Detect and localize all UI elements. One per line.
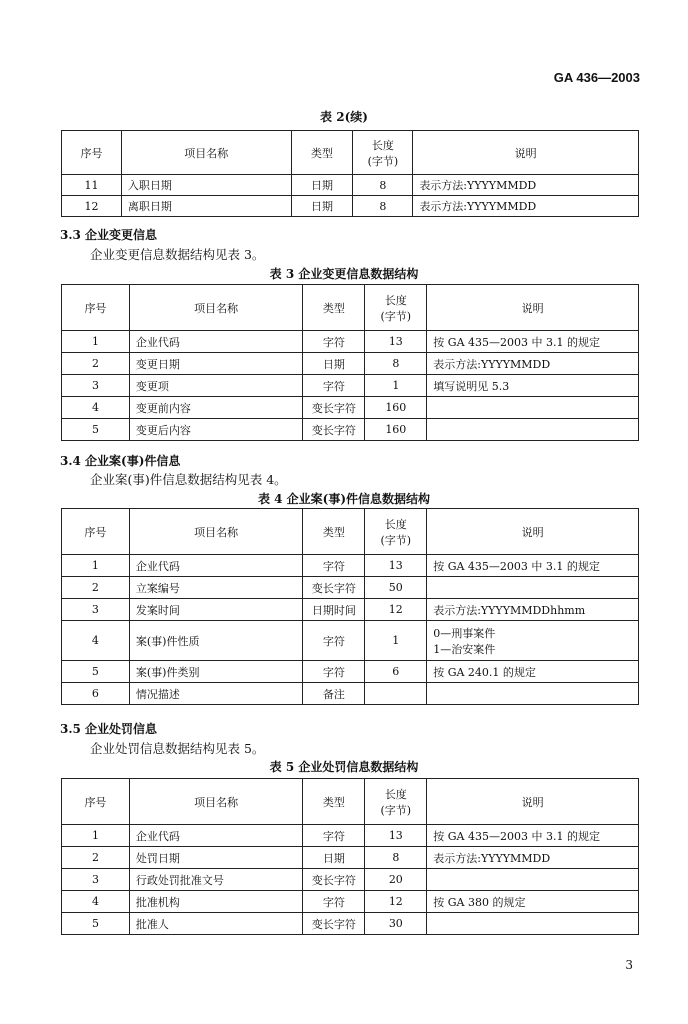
table-cell: 表示方法:YYYYMMDD: [427, 353, 639, 375]
table-cell: 2: [62, 353, 130, 375]
table-cell: 批准人: [129, 913, 303, 935]
table-cell: 8: [365, 847, 427, 869]
table-cell: 8: [353, 196, 413, 217]
table-cell: 按 GA 435—2003 中 3.1 的规定: [427, 331, 639, 353]
column-header: 说明: [427, 285, 639, 331]
column-header: 序号: [62, 779, 130, 825]
section-3-5-text: 企业处罚信息数据结构见表 5。: [90, 741, 265, 756]
section-3-3-text: 企业变更信息数据结构见表 3。: [90, 247, 265, 262]
table-cell: [427, 577, 639, 599]
table-cell: 2: [62, 847, 130, 869]
table-cell: 5: [62, 913, 130, 935]
table-cell: 1: [365, 375, 427, 397]
table-cell: [365, 683, 427, 705]
table-cell: 12: [365, 599, 427, 621]
table-cell: 表示方法:YYYYMMDD: [413, 175, 639, 196]
section-3-4-text: 企业案(事)件信息数据结构见表 4。: [90, 472, 287, 487]
table-row: [62, 375, 639, 397]
table-cell: 字符: [303, 555, 365, 577]
table-cell: 按 GA 435—2003 中 3.1 的规定: [427, 825, 639, 847]
table-cell: 12: [62, 196, 122, 217]
table-cell: 20: [365, 869, 427, 891]
table-row: [62, 397, 639, 419]
table-cell: 6: [62, 683, 130, 705]
column-header: 类型: [291, 131, 353, 175]
table-row: [62, 825, 639, 847]
table-cell: 变长字符: [303, 913, 365, 935]
table-cell: 0—刑事案件 1—治安案件: [427, 621, 639, 661]
table-row: [62, 621, 639, 661]
table-cell: [427, 869, 639, 891]
table-cell: 字符: [303, 891, 365, 913]
page-number: 3: [625, 958, 633, 972]
table-cell: 表示方法:YYYYMMDD: [413, 196, 639, 217]
column-header: 说明: [427, 779, 639, 825]
column-header: 长度 (字节): [365, 779, 427, 825]
table-row: [62, 175, 639, 196]
table-row: [62, 419, 639, 441]
table-cell: 企业代码: [129, 331, 303, 353]
table-cell: 6: [365, 661, 427, 683]
column-header: 项目名称: [121, 131, 291, 175]
table-cell: 字符: [303, 825, 365, 847]
table-cell: 变长字符: [303, 419, 365, 441]
table-cell: 批准机构: [129, 891, 303, 913]
table-cell: 变长字符: [303, 397, 365, 419]
table-cell: 填写说明见 5.3: [427, 375, 639, 397]
table-cell: 情况描述: [129, 683, 303, 705]
column-header: 长度 (字节): [365, 285, 427, 331]
table-cell: 1: [62, 825, 130, 847]
table-header-row: [62, 779, 639, 825]
table-cell: 5: [62, 419, 130, 441]
table-cell: 字符: [303, 661, 365, 683]
table-2-caption: 表 2(续): [320, 110, 368, 124]
table-row: [62, 869, 639, 891]
table-cell: 入职日期: [121, 175, 291, 196]
table-cell: 变更项: [129, 375, 303, 397]
table-cell: 案(事)件类别: [129, 661, 303, 683]
table-cell: 11: [62, 175, 122, 196]
table-cell: 1: [62, 331, 130, 353]
table-cell: 行政处罚批准文号: [129, 869, 303, 891]
table-3-caption: 表 3 企业变更信息数据结构: [269, 267, 419, 281]
table-cell: 变更日期: [129, 353, 303, 375]
section-3-3-heading: 3.3 企业变更信息: [60, 228, 158, 242]
table-header-row: [62, 131, 639, 175]
table-cell: 发案时间: [129, 599, 303, 621]
table-cell: 日期: [291, 175, 353, 196]
table-cell: 字符: [303, 621, 365, 661]
table-cell: 30: [365, 913, 427, 935]
column-header: 序号: [62, 285, 130, 331]
table-cell: 立案编号: [129, 577, 303, 599]
table-row: [62, 577, 639, 599]
table-cell: 企业代码: [129, 555, 303, 577]
table-cell: [427, 419, 639, 441]
table-cell: 表示方法:YYYYMMDD: [427, 847, 639, 869]
table-cell: 5: [62, 661, 130, 683]
table-header-row: [62, 509, 639, 555]
column-header: 项目名称: [129, 509, 303, 555]
column-header: 类型: [303, 285, 365, 331]
table-5: [61, 778, 639, 935]
column-header: 说明: [427, 509, 639, 555]
table-row: [62, 353, 639, 375]
table-cell: 13: [365, 825, 427, 847]
table-cell: [427, 683, 639, 705]
table-cell: 8: [365, 353, 427, 375]
table-cell: 按 GA 435—2003 中 3.1 的规定: [427, 555, 639, 577]
table-cell: 160: [365, 419, 427, 441]
table-cell: 字符: [303, 375, 365, 397]
column-header: 序号: [62, 509, 130, 555]
table-row: [62, 913, 639, 935]
table-cell: [427, 913, 639, 935]
table-cell: [427, 397, 639, 419]
table-row: [62, 555, 639, 577]
table-cell: 变更前内容: [129, 397, 303, 419]
table-cell: 按 GA 380 的规定: [427, 891, 639, 913]
table-cell: 3: [62, 869, 130, 891]
table-cell: 4: [62, 621, 130, 661]
table-row: [62, 891, 639, 913]
table-4: [61, 508, 639, 705]
table-cell: 变长字符: [303, 577, 365, 599]
table-cell: 表示方法:YYYYMMDDhhmm: [427, 599, 639, 621]
table-cell: 企业代码: [129, 825, 303, 847]
column-header: 项目名称: [129, 779, 303, 825]
table-cell: 案(事)件性质: [129, 621, 303, 661]
column-header: 类型: [303, 509, 365, 555]
table-row: [62, 599, 639, 621]
table-row: [62, 847, 639, 869]
column-header: 序号: [62, 131, 122, 175]
table-cell: 3: [62, 599, 130, 621]
table-cell: 50: [365, 577, 427, 599]
table-cell: 日期时间: [303, 599, 365, 621]
table-cell: 日期: [303, 353, 365, 375]
standard-number: GA 436—2003: [553, 70, 640, 85]
table-cell: 离职日期: [121, 196, 291, 217]
table-cell: 按 GA 240.1 的规定: [427, 661, 639, 683]
table-row: [62, 661, 639, 683]
table-cell: 字符: [303, 331, 365, 353]
table-cell: 4: [62, 891, 130, 913]
section-3-4-heading: 3.4 企业案(事)件信息: [60, 454, 181, 468]
table-cell: 13: [365, 331, 427, 353]
table-4-caption: 表 4 企业案(事)件信息数据结构: [257, 492, 431, 506]
section-3-5-heading: 3.5 企业处罚信息: [60, 722, 158, 736]
table-cell: 2: [62, 577, 130, 599]
table-5-caption: 表 5 企业处罚信息数据结构: [269, 760, 419, 774]
table-cell: 13: [365, 555, 427, 577]
table-row: [62, 331, 639, 353]
table-header-row: [62, 285, 639, 331]
column-header: 类型: [303, 779, 365, 825]
table-cell: 160: [365, 397, 427, 419]
table-cell: 日期: [303, 847, 365, 869]
table-cell: 8: [353, 175, 413, 196]
table-cell: 1: [365, 621, 427, 661]
column-header: 说明: [413, 131, 639, 175]
table-cell: 日期: [291, 196, 353, 217]
table-cell: 处罚日期: [129, 847, 303, 869]
table-row: [62, 196, 639, 217]
table-row: [62, 683, 639, 705]
table-cell: 变更后内容: [129, 419, 303, 441]
column-header: 项目名称: [129, 285, 303, 331]
table-3: [61, 284, 639, 441]
table-cell: 变长字符: [303, 869, 365, 891]
table-cell: 1: [62, 555, 130, 577]
table-cell: 备注: [303, 683, 365, 705]
table-2: [61, 130, 639, 217]
column-header: 长度 (字节): [365, 509, 427, 555]
table-cell: 4: [62, 397, 130, 419]
column-header: 长度 (字节): [353, 131, 413, 175]
table-cell: 3: [62, 375, 130, 397]
table-cell: 12: [365, 891, 427, 913]
